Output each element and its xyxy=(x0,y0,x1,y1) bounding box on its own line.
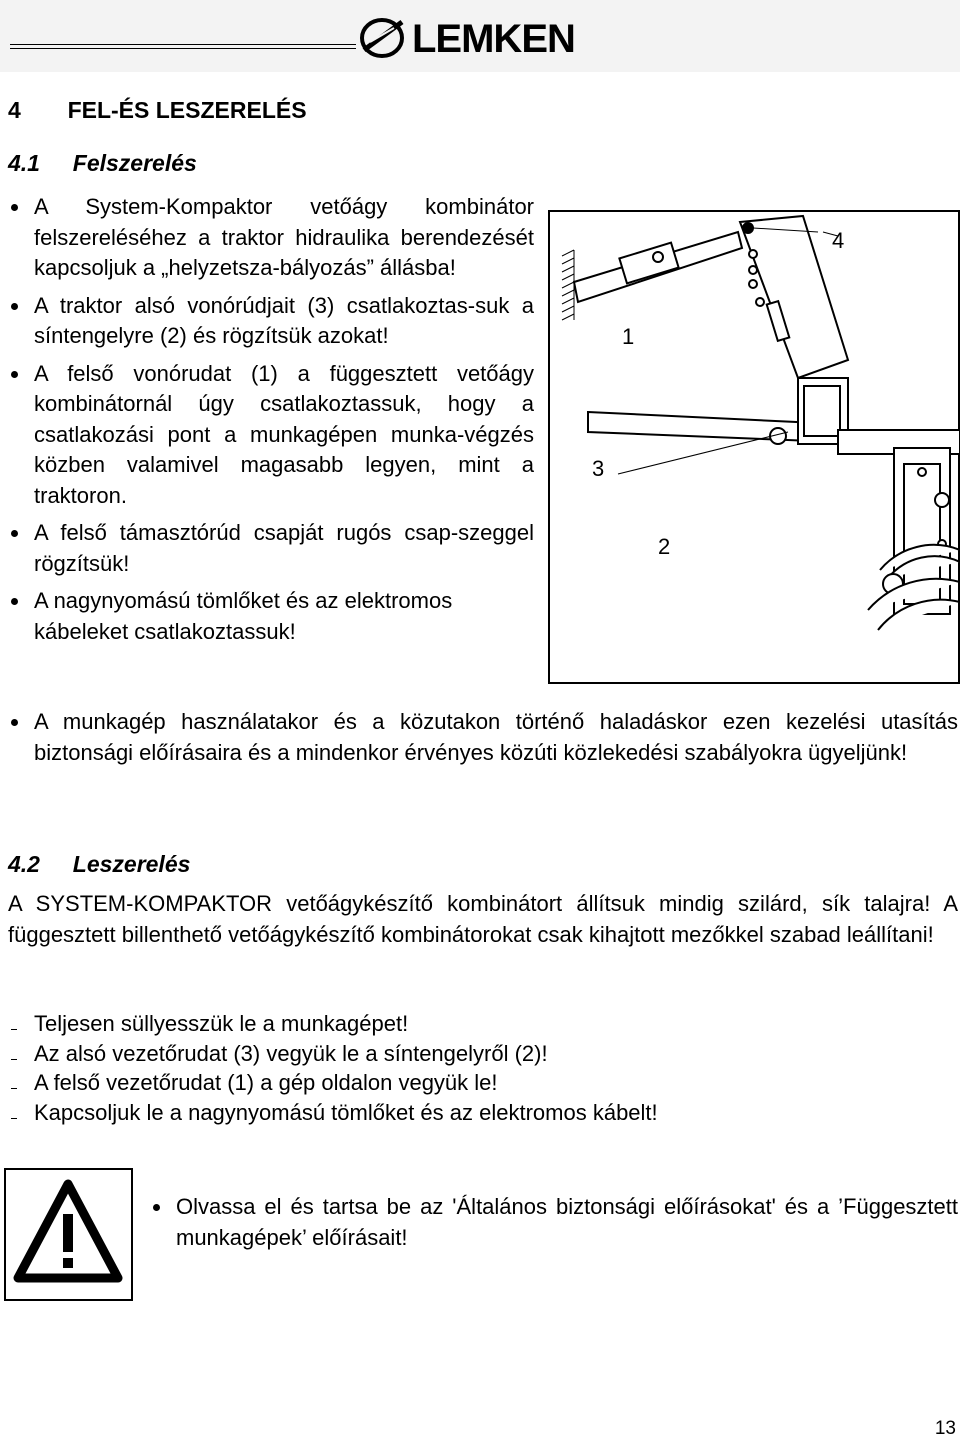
header-rule-lower xyxy=(10,48,356,49)
page-number: 13 xyxy=(934,1418,956,1439)
lower-link xyxy=(588,378,848,444)
section-heading xyxy=(8,97,307,124)
section-number: 4 xyxy=(8,97,21,123)
section-title: FEL-ÉS LESZERELÉS xyxy=(67,97,307,123)
dismount-steps xyxy=(8,1009,958,1127)
list-item: Teljesen süllyesszük le a munkagépet! xyxy=(8,1009,958,1039)
list-item: A felső vezetőrudat (1) a gép oldalon vegyük le! xyxy=(8,1068,958,1098)
list-item: A traktor alsó vonórúdjait (3) csatlakoztas-suk a síntengelyre (2) és rögzítsük azokat! xyxy=(8,291,534,352)
dash-icon xyxy=(11,1029,17,1030)
list-item: A nagynyomású tömlőket és az elektromos kábeleket csatlakoztassuk! xyxy=(8,586,534,647)
brand-name: LEMKEN xyxy=(412,17,575,61)
list-item: Olvassa el és tartsa be az 'Általános biztonsági előírásokat' és a ’Függesztett munkagépek’ előírásait! xyxy=(150,1192,958,1253)
dash-icon xyxy=(11,1059,17,1060)
dash-icon xyxy=(11,1118,17,1119)
subsection-number: 4.2 xyxy=(8,851,40,877)
bullet-icon xyxy=(11,371,18,378)
subsection-heading xyxy=(8,851,190,878)
subsection-heading xyxy=(8,150,197,177)
label-3: 3 xyxy=(592,456,605,481)
label-4: 4 xyxy=(832,228,845,253)
safety-note xyxy=(8,707,958,768)
list-item: A munkagép használatakor és a közutakon történő haladáskor ezen kezelési utasítás biztonsági előírásaira és a mindenkor érvényes közúti közlekedési szabályokra ügyeljünk! xyxy=(8,707,958,768)
list-item: A felső támasztórúd csapját rugós csap-szeggel rögzítsük! xyxy=(8,518,534,579)
dash-icon xyxy=(11,1088,17,1089)
bullet-icon xyxy=(11,204,18,211)
bullet-icon xyxy=(11,598,18,605)
list-item: A System-Kompaktor vetőágy kombinátor felszereléséhez a traktor hidraulika berendezését kapcsoljuk a „helyzetsza-bályozás” állásba! xyxy=(8,192,534,284)
list-item: Kapcsoljuk le a nagynyomású tömlőket és az elektromos kábelt! xyxy=(8,1098,958,1128)
hitch-diagram xyxy=(548,210,960,684)
bullet-icon xyxy=(11,530,18,537)
mounting-instructions xyxy=(8,192,534,647)
roller-assembly xyxy=(868,448,960,630)
subsection-title: Leszerelés xyxy=(72,851,191,877)
lemken-emblem-icon xyxy=(362,20,402,56)
warning-box xyxy=(4,1168,133,1301)
list-item: Az alsó vezetőrudat (3) vegyük le a síntengelyről (2)! xyxy=(8,1039,958,1069)
top-link xyxy=(574,232,742,302)
header-rule xyxy=(10,44,356,45)
subsection-title: Felszerelés xyxy=(72,150,197,176)
subsection-number: 4.1 xyxy=(8,150,40,176)
list-item: A felső vonórudat (1) a függesztett vetőágy kombinátornál úgy csatlakoztassuk, hogy a csatlakozási pont a munkagépen munka-végzés közben valamivel magasabb legyen, mint a traktoron. xyxy=(8,359,534,512)
dismount-paragraph: A SYSTEM-KOMPAKTOR vetőágykészítő kombinátort állítsuk mindig szilárd, sík talajra! A függesztett billenthető vetőágykészítő kombinátorokat csak kihajtott mezőkkel szabad leállítani! xyxy=(8,891,958,947)
warning-triangle-icon xyxy=(6,1170,131,1299)
warning-note xyxy=(150,1192,958,1253)
bullet-icon xyxy=(11,719,18,726)
tractor-mount-hatch xyxy=(562,250,574,320)
bullet-icon xyxy=(11,303,18,310)
label-2: 2 xyxy=(658,534,671,559)
label-1: 1 xyxy=(622,324,635,349)
lemken-logo xyxy=(358,8,618,64)
bullet-icon xyxy=(153,1204,160,1211)
